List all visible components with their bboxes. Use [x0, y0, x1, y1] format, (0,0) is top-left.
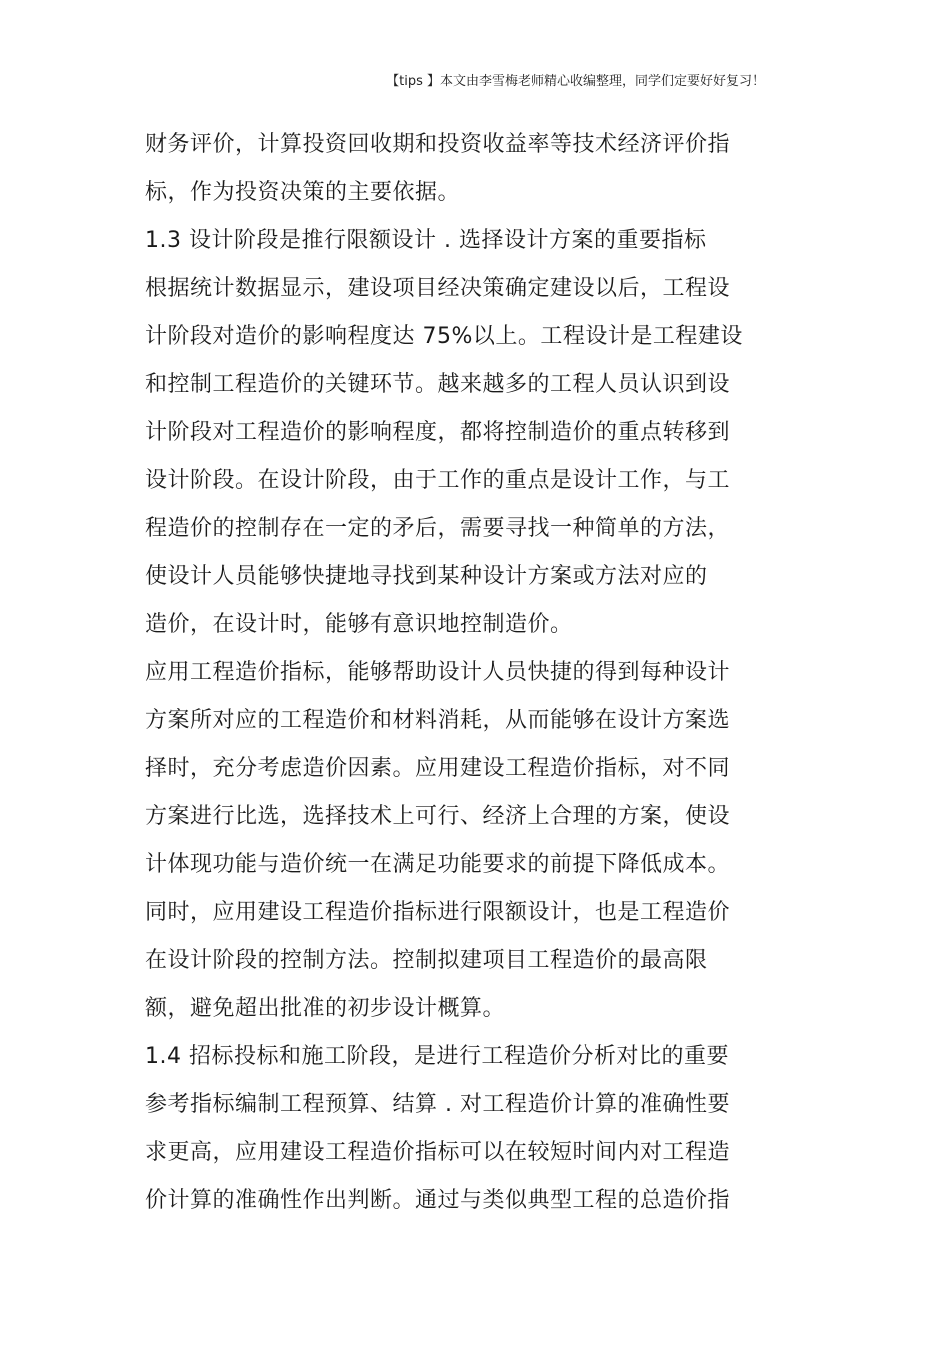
- body-line-9: 程造价的控制存在一定的矛后，需要寻找一种简单的方法，: [145, 516, 731, 541]
- body-line-1: 财务评价，计算投资回收期和投资收益率等技术经济评价指: [145, 132, 731, 157]
- body-line-11: 造价，在设计时，能够有意识地控制造价。: [145, 612, 573, 637]
- body-line-21: 参考指标编制工程预算、结算 . 对工程造价计算的准确性要: [145, 1092, 730, 1117]
- body-line-13: 方案所对应的工程造价和材料消耗，从而能够在设计方案选: [145, 708, 731, 733]
- body-line-17: 同时，应用建设工程造价指标进行限额设计，也是工程造价: [145, 900, 731, 925]
- body-line-15: 方案进行比选，选择技术上可行、经济上合理的方案，使设: [145, 804, 731, 829]
- body-line-23: 价计算的准确性作出判断。通过与类似典型工程的总造价指: [145, 1188, 731, 1213]
- body-line-7: 计阶段对工程造价的影响程度，都将控制造价的重点转移到: [145, 420, 731, 445]
- body-line-4: 根据统计数据显示，建设项目经决策确定建设以后，工程设: [145, 276, 731, 301]
- body-line-20: 1.4 招标投标和施工阶段，是进行工程造价分析对比的重要: [145, 1044, 729, 1069]
- body-line-18: 在设计阶段的控制方法。控制拟建项目工程造价的最高限: [145, 948, 708, 973]
- body-line-10: 使设计人员能够快捷地寻找到某种设计方案或方法对应的: [145, 564, 708, 589]
- body-line-5: 计阶段对造价的影响程度达 75%以上。工程设计是工程建设: [145, 324, 743, 349]
- page-header-tips: 【tips 】本文由李雪梅老师精心收编整理，同学们定要好好复习！: [386, 74, 765, 89]
- body-line-2: 标，作为投资决策的主要依据。: [145, 180, 461, 205]
- body-line-14: 择时，充分考虑造价因素。应用建设工程造价指标，对不同: [145, 756, 731, 781]
- body-line-8: 设计阶段。在设计阶段，由于工作的重点是设计工作，与工: [145, 468, 731, 493]
- body-line-19: 额，避免超出批准的初步设计概算。: [145, 996, 506, 1021]
- body-line-6: 和控制工程造价的关键环节。越来越多的工程人员认识到设: [145, 372, 731, 397]
- body-line-16: 计体现功能与造价统一在满足功能要求的前提下降低成本。: [145, 852, 731, 877]
- body-line-12: 应用工程造价指标，能够帮助设计人员快捷的得到每种设计: [145, 660, 731, 685]
- body-line-22: 求更高，应用建设工程造价指标可以在较短时间内对工程造: [145, 1140, 731, 1165]
- body-line-3: 1.3 设计阶段是推行限额设计 . 选择设计方案的重要指标: [145, 228, 707, 253]
